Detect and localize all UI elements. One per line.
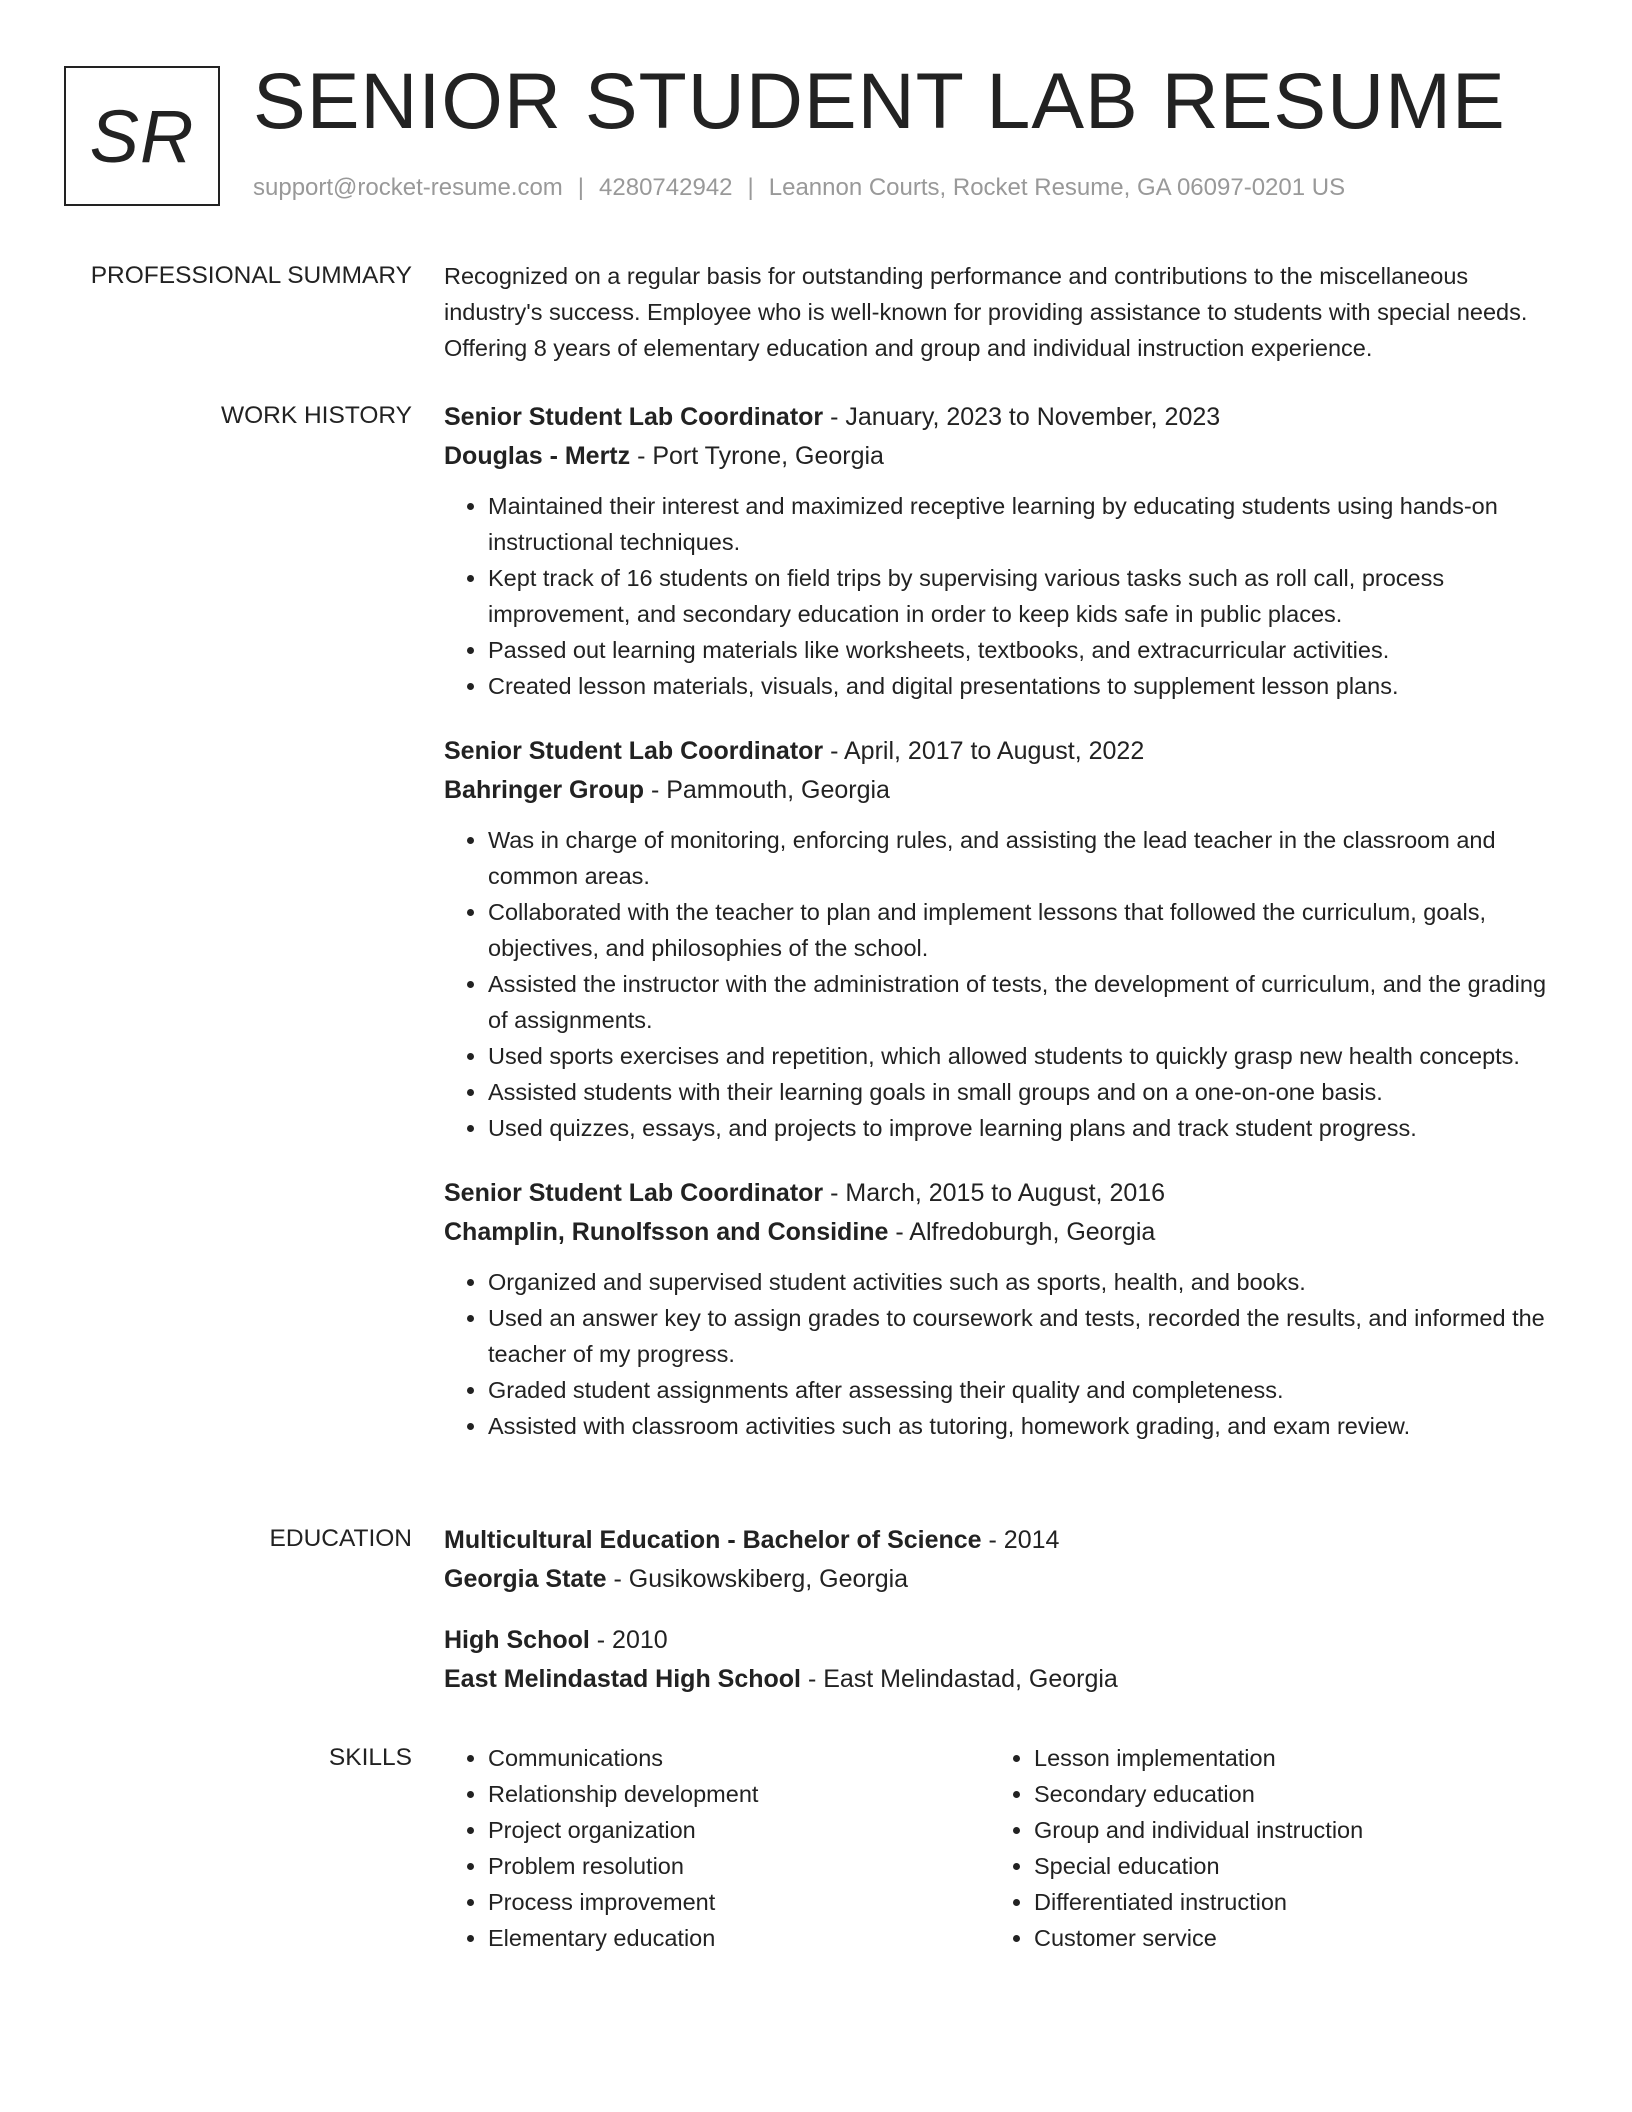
job-location: - Port Tyrone, Georgia	[630, 442, 884, 470]
monogram-box: SR	[64, 66, 220, 206]
summary-text: Recognized on a regular basis for outstanding performance and contributions to the miscellaneous industry's success. Employee who is well-known for providing assistance to students with special needs. Offering 8 years of elementary education and group and individual instruction experience.	[444, 263, 1528, 361]
skill-item: • Customer service	[1034, 1920, 1536, 1956]
job-bullet: • Assisted with classroom activities such as tutoring, homework grading, and exam review.	[488, 1408, 1554, 1444]
job-title-line	[444, 398, 1554, 437]
education-year: - 2010	[589, 1626, 668, 1654]
skill-item: • Special education	[1034, 1848, 1536, 1884]
job-title: Senior Student Lab Coordinator	[444, 1179, 824, 1207]
education-entry	[444, 1621, 1554, 1699]
contact-address: Leannon Courts, Rocket Resume, GA 06097-0201 US	[768, 174, 1346, 201]
education-school: Georgia State	[444, 1565, 607, 1593]
job-bullets	[444, 822, 1554, 1146]
education-location: - East Melindastad, Georgia	[801, 1665, 1118, 1693]
job-bullet: • Maintained their interest and maximized receptive learning by educating students using hands-on instructional techniques.	[488, 488, 1554, 560]
education-entry	[444, 1521, 1554, 1599]
education-year: - 2014	[981, 1526, 1060, 1554]
job-dates: - January, 2023 to November, 2023	[823, 403, 1221, 431]
job-location: - Pammouth, Georgia	[644, 776, 890, 804]
skills-columns	[444, 1740, 1554, 1956]
skill-item: • Secondary education	[1034, 1776, 1536, 1812]
job-bullet: • Collaborated with the teacher to plan and implement lessons that followed the curriculum, goals, objectives, and philosophies of the school.	[488, 894, 1554, 966]
job-location: - Alfredoburgh, Georgia	[888, 1218, 1156, 1246]
skill-item: • Problem resolution	[488, 1848, 990, 1884]
job-bullet: • Organized and supervised student activities such as sports, health, and books.	[488, 1264, 1554, 1300]
job-bullets	[444, 1264, 1554, 1444]
contact-separator: |	[577, 174, 585, 201]
job-company: Champlin, Runolfsson and Considine	[444, 1218, 889, 1246]
skill-item: • Elementary education	[488, 1920, 990, 1956]
resume-title: SENIOR STUDENT LAB RESUME	[253, 56, 1506, 145]
contact-phone[interactable]: 4280742942	[599, 174, 733, 201]
job-bullet: • Used quizzes, essays, and projects to improve learning plans and track student progress.	[488, 1110, 1554, 1146]
job-entry	[444, 732, 1554, 1146]
skill-item: • Process improvement	[488, 1884, 990, 1920]
skills-column-left	[444, 1740, 990, 1956]
job-title-line	[444, 732, 1554, 771]
contact-email[interactable]: support@rocket-resume.com	[253, 174, 563, 201]
skill-item: • Relationship development	[488, 1776, 990, 1812]
job-bullet: • Assisted students with their learning goals in small groups and on a one-on-one basis.	[488, 1074, 1554, 1110]
education-school: East Melindastad High School	[444, 1665, 801, 1693]
job-bullet: • Created lesson materials, visuals, and digital presentations to supplement lesson plans.	[488, 668, 1554, 704]
education-degree: Multicultural Education - Bachelor of Science	[444, 1526, 982, 1554]
job-company-line	[444, 1213, 1554, 1252]
job-bullets	[444, 488, 1554, 704]
skill-item: • Communications	[488, 1740, 990, 1776]
skill-item: • Group and individual instruction	[1034, 1812, 1536, 1848]
job-entry	[444, 1174, 1554, 1444]
contact-line	[253, 174, 1345, 202]
job-title: Senior Student Lab Coordinator	[444, 737, 824, 765]
education-degree: High School	[444, 1626, 590, 1654]
job-title-line	[444, 1174, 1554, 1213]
job-bullet: • Used an answer key to assign grades to coursework and tests, recorded the results, and informed the teacher of my progress.	[488, 1300, 1554, 1372]
job-entry	[444, 398, 1554, 704]
job-company: Douglas - Mertz	[444, 442, 631, 470]
section-label-education: EDUCATION	[269, 1525, 412, 1552]
education-school-line	[444, 1660, 1554, 1699]
job-dates: - March, 2015 to August, 2016	[823, 1179, 1166, 1207]
education-location: - Gusikowskiberg, Georgia	[606, 1565, 909, 1593]
job-bullet: • Kept track of 16 students on field trips by supervising various tasks such as roll call, process improvement, and secondary education in order to keep kids safe in public places.	[488, 560, 1554, 632]
section-label-summary: PROFESSIONAL SUMMARY	[90, 262, 412, 289]
education-degree-line	[444, 1621, 1554, 1660]
section-label-work-history: WORK HISTORY	[220, 402, 412, 429]
job-company-line	[444, 771, 1554, 810]
job-dates: - April, 2017 to August, 2022	[823, 737, 1145, 765]
job-bullet: • Passed out learning materials like worksheets, textbooks, and extracurricular activities.	[488, 632, 1554, 668]
education-school-line	[444, 1560, 1554, 1599]
skill-item: • Lesson implementation	[1034, 1740, 1536, 1776]
job-bullet: • Used sports exercises and repetition, which allowed students to quickly grasp new health concepts.	[488, 1038, 1554, 1074]
job-bullet: • Assisted the instructor with the administration of tests, the development of curriculum, and the grading of assignments.	[488, 966, 1554, 1038]
job-bullet: • Graded student assignments after assessing their quality and completeness.	[488, 1372, 1554, 1408]
skill-item: • Project organization	[488, 1812, 990, 1848]
job-bullet: • Was in charge of monitoring, enforcing rules, and assisting the lead teacher in the classroom and common areas.	[488, 822, 1554, 894]
section-label-skills: SKILLS	[328, 1744, 412, 1771]
job-title: Senior Student Lab Coordinator	[444, 403, 824, 431]
job-company-line	[444, 437, 1554, 476]
skills-column-right	[990, 1740, 1536, 1956]
job-company: Bahringer Group	[444, 776, 645, 804]
skill-item: • Differentiated instruction	[1034, 1884, 1536, 1920]
education-degree-line	[444, 1521, 1554, 1560]
contact-separator: |	[747, 174, 754, 201]
